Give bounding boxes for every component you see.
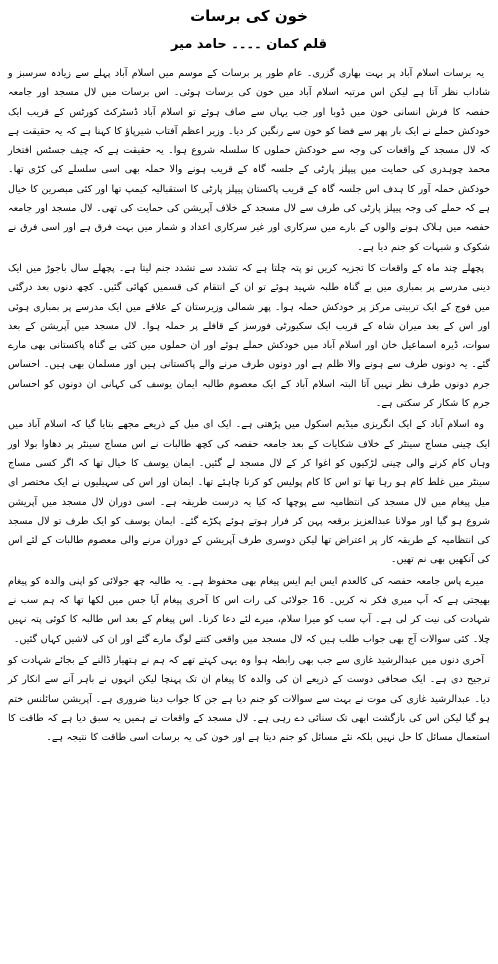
- article-paragraph: پچھلے چند ماہ کے واقعات کا تجزیہ کریں تو پتہ چلتا ہے کہ تشدد سے تشدد جنم لیتا ہے۔ پچھلے سال باجوڑ میں ایک دینی مدرسے پر بمباری میں بے گناہ طلبہ شہید ہوئے تو ان کے انتقام کی قسمیں کھائی گئیں۔ کچھ دنوں بعد درگئی میں فوج کے ایک تربیتی مرکز پر خودکش حملہ ہوا۔ پھر شمالی وزیرستان کے علاقے میں ایک مدرسے پر بمباری ہوئی اور اس کے بعد میران شاہ کے قریب ایک سکیورٹی فورسز کے قافلے پر حملہ ہوا۔ لال مسجد میں آپریشن کے بعد سوات، ڈیرہ اسماعیل خان اور اسلام آباد میں خودکش حملے ہوئے اور ان حملوں میں کئی بے گناہ پاکستانی بھی مارے گئے۔ یہ دونوں طرف سے ہونے والا ظلم ہے اور دونوں طرف مرنے والے پاکستانی ہیں اور مسلمان بھی ہیں۔ احساس جرم دونوں طرف نظر نہیں آتا البتہ اسلام آباد کے ایک معصوم طالبہ ایمان یوسف کی کہانی ان دونوں کو احساس جرم کا شکار کر سکتی ہے۔: [8, 262, 490, 410]
- article-paragraph: آخری دنوں میں عبدالرشید غازی سے جب بھی رابطہ ہوا وہ یہی کہتے تھے کہ ہم نے ہتھیار ڈالنے کے بجائے شہادت کو ترجیح دی ہے۔ ایک صحافی دوست کے ذریعے ان کی والدہ کا پیغام ان تک پہنچا لیکن انہوں نے باہر آنے سے انکار کر دیا۔ عبدالرشید غازی کی موت نے بہت سے سوالات کو جنم دیا ہے جن کا جواب دینا ضروری ہے۔ آپریشن سائلنس ختم ہو گیا لیکن اس کی بازگشت ابھی تک سنائی دے رہی ہے۔ لال مسجد کے واقعات نے ہمیں یہ سبق دیا ہے کہ طاقت کا استعمال مسائل کا حل نہیں بلکہ نئے مسائل کو جنم دیتا ہے اور خون کی یہ برسات اسی طاقت کا نتیجہ ہے۔: [8, 654, 490, 744]
- article-headline: خون کی برسات: [190, 7, 308, 25]
- article-paragraph: میرے پاس جامعہ حفصہ کی کالعدم ایس ایم ایس پیغام بھی محفوظ ہے۔ یہ طالبہ چھ جولائی کو اپنی والدہ کو پیغام بھیجتی ہے کہ آپ میری فکر نہ کریں۔ 16 جولائی کی رات اس کا آخری پیغام آیا جس میں لکھا تھا کہ ہم سب نے شہادت کی نیت کر لی ہے۔ آپ سب کو میرا سلام، میرے لئے دعا کرنا۔ اس پیغام کے بعد اس طالبہ کا کوئی پتہ نہیں چلا۔ کئی سوالات آج بھی جواب طلب ہیں کہ لال مسجد میں واقعی کتنے لوگ مارے گئے اور ان کی لاشیں کہاں گئیں۔: [8, 575, 490, 645]
- article-paragraph: وہ اسلام آباد کے ایک انگریزی میڈیم اسکول میں پڑھتی ہے۔ ایک ای میل کے ذریعے مجھے بتایا گیا کہ اسلام آباد میں ایک چینی مساج سینٹر کے خلاف شکایات کے بعد جامعہ حفصہ کی کچھ طالبات نے اس مساج سینٹر پر دھاوا بولا اور وہاں کام کرنے والی چینی لڑکیوں کو اغوا کر کے لال مسجد لے گئیں۔ ایمان یوسف کا خیال تھا کہ اگر کسی مساج سینٹر میں غلط کام ہو رہا تھا تو اس کا کام پولیس کو کرنا چاہئے تھا۔ ایمان اور اس کی سہیلیوں نے ایک مختصر ای میل پیغام میں لال مسجد کی انتظامیہ سے پوچھا کہ کیا یہ درست طریقہ ہے۔ اسی دوران لال مسجد میں آپریشن شروع ہو گیا اور مولانا عبدالعزیز برقعہ پہن کر فرار ہوتے ہوئے پکڑے گئے۔ ایمان یوسف کو ایک طرف تو لال مسجد کی انتظامیہ کے طریقہ کار پر اعتراض تھا لیکن دوسری طرف آپریشن کے دوران مرنے والی معصوم طالبات کے لئے اس کی آنکھیں بھی نم تھیں۔: [8, 419, 490, 566]
- article-body: [8, 64, 490, 747]
- article-paragraph: یہ برسات اسلام آباد پر بہت بھاری گزری۔ عام طور پر برسات کے موسم میں اسلام آباد پہلے سے زیادہ سرسبز و شاداب نظر آتا ہے لیکن اس مرتبہ اسلام آباد میں خون کی برسات ہوئی۔ اس برسات میں لال مسجد اور جامعہ حفصہ کا فرش انسانی خون میں ڈوبا اور جب یہاں سے صاف ہوئے تو اسلام آباد ڈسٹرکٹ کورٹس کے قریب ایک خودکش حملے نے ایک بار پھر سے فضا کو خون سے رنگین کر دیا۔ وزیر اعظم آفتاب شیرپاؤ کا کہنا ہے کہ یہ حقیقت ہے کہ لال مسجد کے واقعات کی وجہ سے خودکش حملوں کا سلسلہ شروع ہوا۔ یہ حقیقت ہے کہ چیف جسٹس افتخار محمد چوہدری کی حمایت میں پیپلز پارٹی کے جلسہ گاہ کے قریب ہونے والا حملہ بھی اسی سلسلے کی کڑی تھا۔ خودکش حملہ آور کا ہدف اس جلسہ گاہ کے قریب پاکستان پیپلز پارٹی کا استقبالیہ کیمپ تھا اور کئی مبصرین کا خیال ہے کہ حملے کی وجہ پیپلز پارٹی کی طرف سے لال مسجد کے خلاف آپریشن کی حمایت کی تھی۔ لال مسجد اور جامعہ حفصہ میں ہلاک ہونے والوں کے بارے میں سرکاری اور غیر سرکاری اعداد و شمار میں بہت فرق ہے اور اسی فرق نے شکوک و شبہات کو جنم دیا ہے۔: [8, 68, 490, 253]
- article-byline: قلم کمان ۔۔۔۔ حامد میر: [170, 37, 328, 52]
